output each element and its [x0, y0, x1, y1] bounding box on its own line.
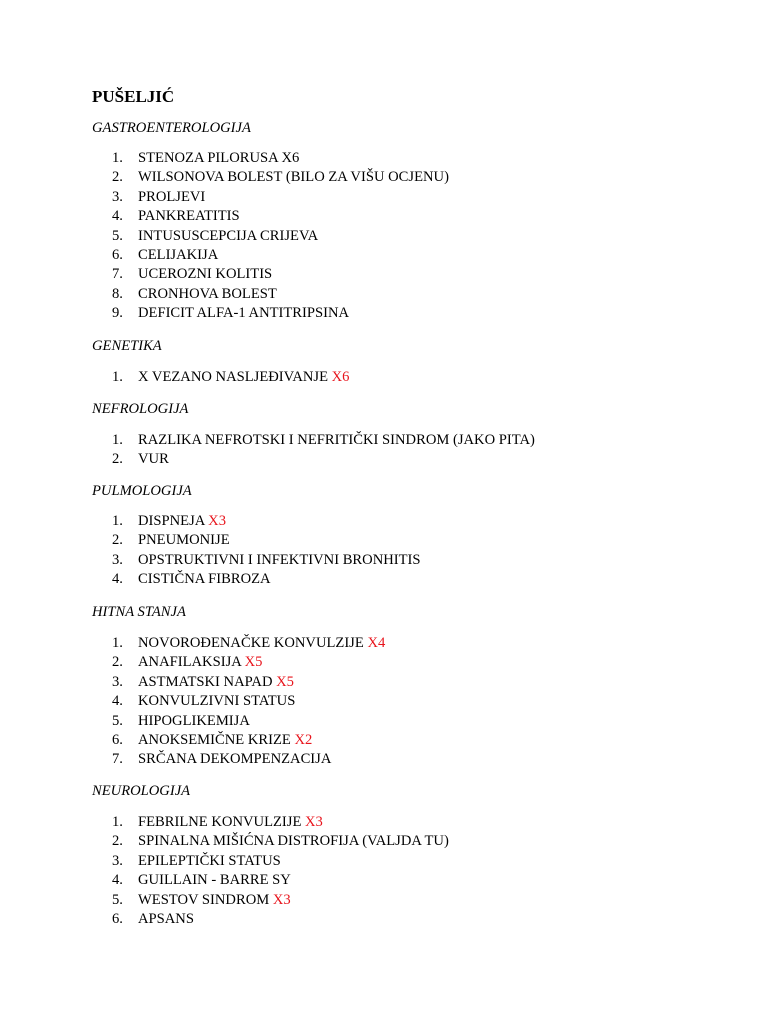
list-item-text-wrap: [138, 570, 271, 589]
list-item-text: RAZLIKA NEFROTSKI I NEFRITIČKI SINDROM (JAKO PITA): [138, 432, 535, 448]
frequency-mark: X5: [276, 673, 294, 690]
list-item-number: 3.: [112, 673, 123, 690]
list-item-text: PROLJEVI: [138, 188, 206, 205]
frequency-mark: X2: [294, 731, 313, 748]
list-item-text-wrap: [138, 431, 535, 450]
list-item-number: 6.: [112, 246, 123, 263]
list-item-text: HIPOGLIKEMIJA: [138, 712, 250, 729]
frequency-mark: X3: [272, 891, 291, 908]
list-item-text: OPSTRUKTIVNI I INFEKTIVNI BRONHITIS: [138, 551, 421, 568]
frequency-mark: X5: [244, 654, 263, 671]
list-item-number: 1.: [112, 369, 123, 385]
list-item-number: 4.: [112, 208, 123, 225]
list-item-text: DEFICIT ALFA-1 ANTITRIPSINA: [138, 305, 350, 322]
list-item-text-wrap: [138, 852, 281, 871]
list-item-text-wrap: [138, 832, 449, 851]
list-item-text-wrap: [138, 450, 169, 469]
list-item-text: APSANS: [138, 910, 194, 927]
list-item-number: 4.: [112, 693, 123, 710]
list-item-text-wrap: [138, 712, 250, 731]
page-title: PUŠELJIĆ: [92, 87, 175, 106]
list-item-text-wrap: [138, 227, 318, 246]
list-item-text-wrap: [138, 891, 291, 910]
list-item-text-wrap: [138, 871, 291, 890]
list-item-text: SRČANA DEKOMPENZACIJA: [138, 751, 332, 768]
list-item-number: 6.: [112, 731, 123, 748]
list-item-number: 4.: [112, 571, 123, 588]
list-item-text-wrap: [138, 368, 349, 387]
list-item-number: 6.: [112, 910, 123, 927]
list-item-text-wrap: [138, 149, 299, 168]
list-item-number: 5.: [112, 227, 123, 244]
list-item-number: 2.: [112, 654, 123, 671]
list-item-number: 2.: [112, 451, 123, 468]
list-item-text-wrap: [138, 188, 205, 207]
list-item-text: GUILLAIN - BARRE SY: [138, 872, 291, 889]
list-item-text: VUR: [138, 451, 169, 468]
list-item-text: CELIJAKIJA: [138, 246, 219, 263]
list-item-text-wrap: [138, 634, 385, 653]
list-item-text-wrap: [138, 813, 323, 832]
list-item-number: 9.: [112, 305, 123, 322]
list-item-text: WESTOV SINDROM: [138, 891, 273, 908]
list-item-text: X VEZANO NASLJEĐIVANJE: [138, 369, 332, 385]
list-item-text: ANAFILAKSIJA: [138, 654, 245, 671]
list-item-number: 4.: [112, 872, 123, 889]
list-item-text-wrap: [138, 692, 295, 711]
list-item-text-wrap: [138, 512, 226, 531]
list-item-text-wrap: [138, 750, 331, 769]
list-item-number: 2.: [112, 169, 123, 186]
list-item-number: 2.: [112, 532, 123, 549]
list-item-text: ANOKSEMIČNE KRIZE: [138, 731, 295, 748]
section-heading-neurologija: NEUROLOGIJA: [92, 783, 191, 799]
frequency-mark: X3: [305, 814, 323, 830]
list-item-text-wrap: [138, 285, 277, 304]
frequency-mark: X3: [208, 513, 226, 529]
list-item-text: STENOZA PILORUSA X6: [138, 150, 300, 166]
section-heading-genetika: GENETIKA: [92, 338, 162, 354]
list-item-text: UCEROZNI KOLITIS: [138, 266, 273, 283]
list-item-number: 1.: [112, 635, 123, 651]
section-heading-nefrologija: NEFROLOGIJA: [92, 401, 189, 417]
list-item-text: NOVOROĐENAČKE KONVULZIJE: [138, 635, 368, 651]
list-item-number: 7.: [112, 266, 123, 283]
frequency-mark: X4: [367, 635, 386, 651]
list-item-number: 2.: [112, 833, 123, 850]
list-item-number: 3.: [112, 551, 123, 568]
section-heading-hitna-stanja: HITNA STANJA: [92, 604, 186, 620]
list-item-text-wrap: [138, 731, 312, 750]
list-item-text: CISTIČNA FIBROZA: [138, 571, 271, 588]
list-item-number: 7.: [112, 751, 123, 768]
frequency-mark: X6: [331, 369, 350, 385]
list-item-text-wrap: [138, 265, 272, 284]
list-item-text: SPINALNA MIŠIĆNA DISTROFIJA (VALJDA TU): [138, 833, 449, 850]
list-item-text: KONVULZIVNI STATUS: [138, 693, 296, 710]
list-item-number: 5.: [112, 891, 123, 908]
list-item-text: PNEUMONIJE: [138, 532, 230, 549]
list-item-text: ASTMATSKI NAPAD: [138, 673, 277, 690]
list-item-number: 1.: [112, 150, 123, 166]
list-item-text-wrap: [138, 673, 294, 692]
list-item-number: 5.: [112, 712, 123, 729]
list-item-text: PANKREATITIS: [138, 208, 240, 225]
list-item-number: 3.: [112, 188, 123, 205]
list-item-text: EPILEPTIČKI STATUS: [138, 852, 281, 869]
list-item-number: 3.: [112, 852, 123, 869]
list-item-number: 8.: [112, 285, 123, 302]
list-item-number: 1.: [112, 432, 123, 448]
section-heading-gastroenterologija: GASTROENTEROLOGIJA: [92, 120, 251, 136]
section-heading-pulmologija: PULMOLOGIJA: [92, 483, 192, 499]
list-item-text-wrap: [138, 551, 421, 570]
list-item-text: CRONHOVA BOLEST: [138, 285, 277, 302]
list-item-text: DISPNEJA: [138, 513, 209, 529]
list-item-text-wrap: [138, 207, 240, 226]
list-item-number: 1.: [112, 513, 123, 529]
list-item-text: WILSONOVA BOLEST (BILO ZA VIŠU OCJENU): [138, 169, 449, 186]
list-item-text-wrap: [138, 168, 449, 187]
list-item-text-wrap: [138, 653, 262, 672]
list-item-text-wrap: [138, 304, 349, 323]
list-item-text: FEBRILNE KONVULZIJE: [138, 814, 306, 830]
list-item-number: 1.: [112, 814, 123, 830]
list-item-text-wrap: [138, 910, 194, 929]
list-item-text-wrap: [138, 246, 218, 265]
list-item-text-wrap: [138, 531, 230, 550]
list-item-text: INTUSUSCEPCIJA CRIJEVA: [138, 227, 319, 244]
